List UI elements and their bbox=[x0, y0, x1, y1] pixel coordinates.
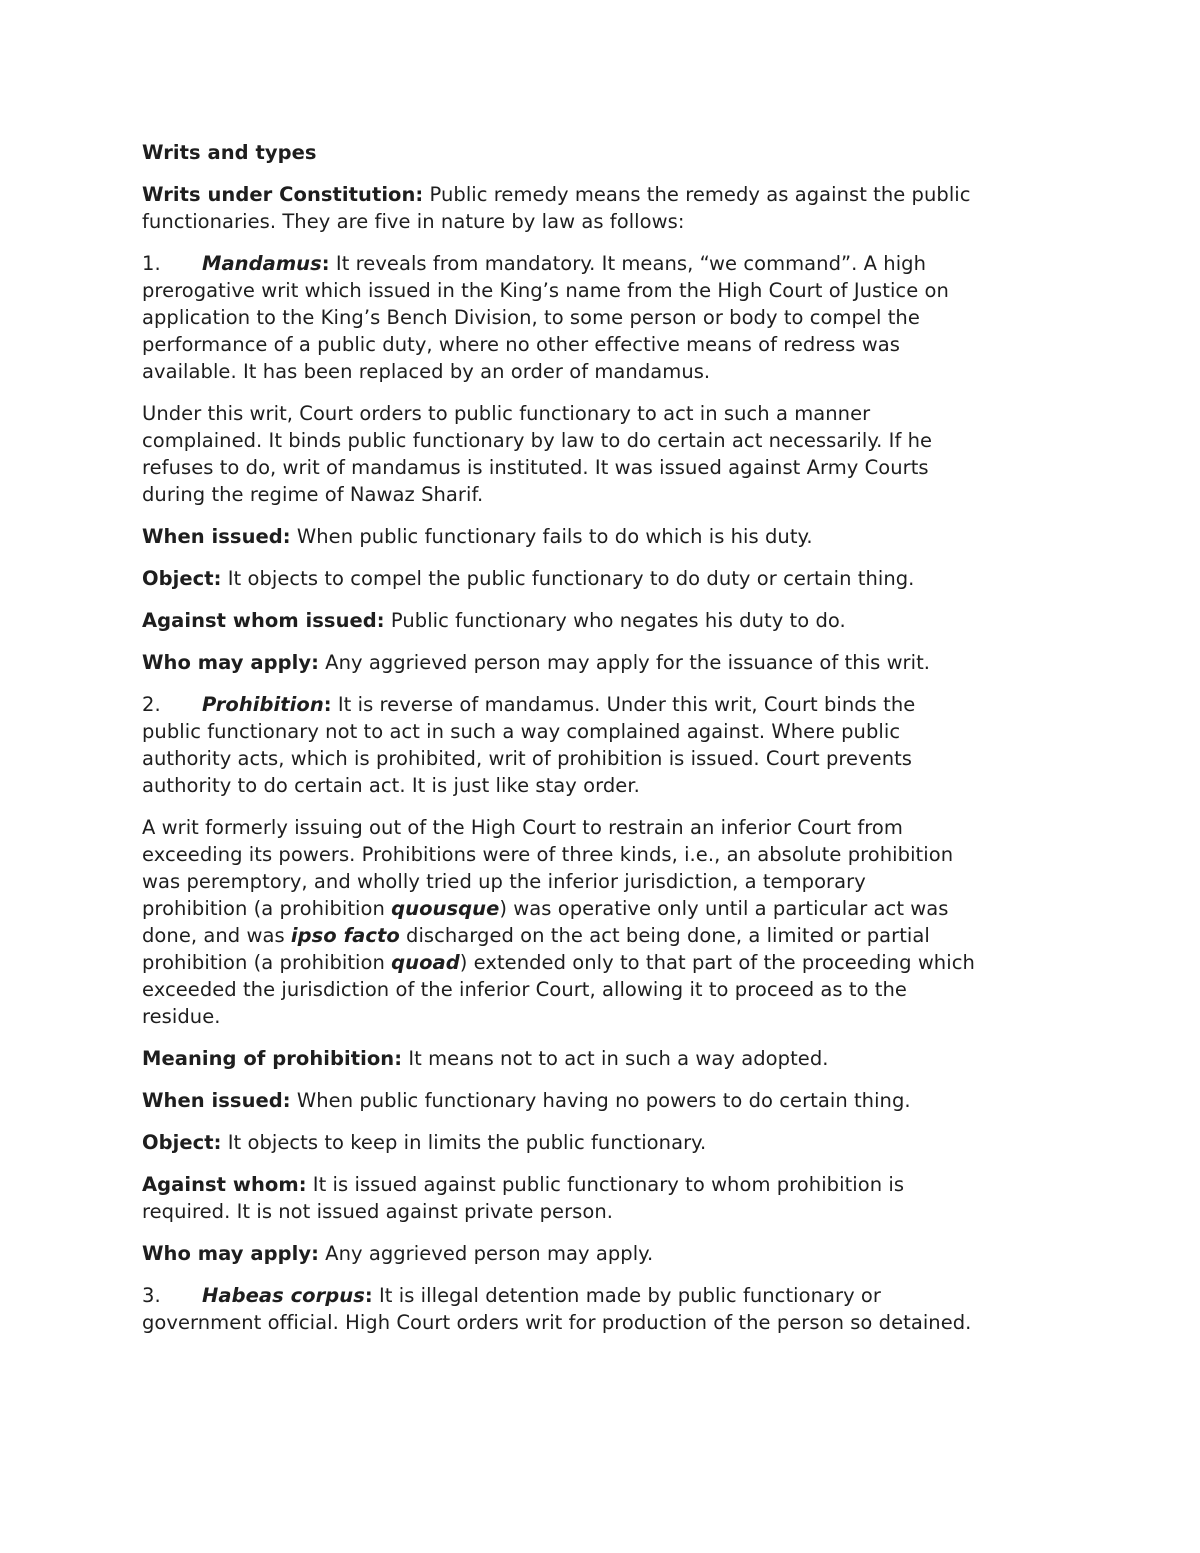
intro-text-line-1: Public remedy means the remedy as against the public bbox=[423, 183, 971, 206]
mandamus-line-2: prerogative writ which issued in the King’s name from the High Court of Justice on bbox=[142, 279, 949, 302]
mandamus-who-may-apply bbox=[142, 649, 1072, 676]
prohibition-p2-line-1: A writ formerly issuing out of the High Court to restrain an inferior Court from bbox=[142, 816, 903, 839]
habeas-line-1: It is illegal detention made by public functionary or bbox=[372, 1284, 881, 1307]
prohibition-paragraph bbox=[142, 691, 1072, 799]
list-number: 1. bbox=[142, 252, 161, 275]
mandamus-line-4: performance of a public duty, where no other effective means of redress was bbox=[142, 333, 900, 356]
prohibition-p2-line-5a: done, and was bbox=[142, 924, 291, 947]
field-text-line-1: It is issued against public functionary to whom prohibition is bbox=[306, 1173, 905, 1196]
prohibition-p2-line-8: residue. bbox=[142, 1005, 221, 1028]
prohibition-line-4: authority to do certain act. It is just like stay order. bbox=[142, 774, 640, 797]
prohibition-line-3: authority acts, which is prohibited, writ of prohibition is issued. Court prevents bbox=[142, 747, 913, 770]
document-title: Writs and types bbox=[142, 141, 317, 164]
mandamus-line-3: application to the King’s Bench Division, to some person or body to compel the bbox=[142, 306, 920, 329]
prohibition-p2-line-3: was peremptory, and wholly tried up the inferior jurisdiction, a temporary bbox=[142, 870, 866, 893]
latin-term-quousque: quousque bbox=[391, 897, 500, 920]
prohibition-when-issued bbox=[142, 1087, 1072, 1114]
habeas-line-2: government official. High Court orders writ for production of the person so detained. bbox=[142, 1311, 972, 1334]
prohibition-p2-line-4c: ) was operative only until a particular act was bbox=[499, 897, 949, 920]
latin-term-ipso-facto: ipso facto bbox=[290, 924, 400, 947]
field-text: When public functionary fails to do which is his duty. bbox=[290, 525, 813, 548]
prohibition-definition-paragraph bbox=[142, 814, 1072, 1030]
prohibition-line-1: It is reverse of mandamus. Under this writ, Court binds the bbox=[331, 693, 916, 716]
term-colon: : bbox=[364, 1284, 373, 1307]
field-text-line-2: required. It is not issued against private person. bbox=[142, 1200, 614, 1223]
latin-term-quoad: quoad bbox=[391, 951, 460, 974]
prohibition-term: Prohibition bbox=[202, 693, 324, 716]
mandamus-p2-line-4: during the regime of Nawaz Sharif. bbox=[142, 483, 484, 506]
field-label: Who may apply: bbox=[142, 1242, 319, 1265]
prohibition-who-may-apply bbox=[142, 1240, 1072, 1267]
mandamus-when-issued bbox=[142, 523, 1072, 550]
mandamus-line-1: It reveals from mandatory. It means, “we command”. A high bbox=[329, 252, 927, 275]
prohibition-meaning bbox=[142, 1045, 1072, 1072]
prohibition-p2-line-6a: prohibition (a prohibition bbox=[142, 951, 392, 974]
field-text: Public functionary who negates his duty to do. bbox=[384, 609, 846, 632]
prohibition-p2-line-6c: ) extended only to that part of the proceeding which bbox=[459, 951, 975, 974]
term-colon: : bbox=[323, 693, 332, 716]
mandamus-writ-paragraph bbox=[142, 400, 1072, 508]
field-text: Any aggrieved person may apply for the issuance of this writ. bbox=[318, 651, 931, 674]
mandamus-line-5: available. It has been replaced by an order of mandamus. bbox=[142, 360, 711, 383]
prohibition-p2-line-2: exceeding its powers. Prohibitions were of three kinds, i.e., an absolute prohibition bbox=[142, 843, 954, 866]
intro-text-line-2: functionaries. They are five in nature by law as follows: bbox=[142, 210, 685, 233]
mandamus-paragraph bbox=[142, 250, 1072, 385]
habeas-corpus-paragraph bbox=[142, 1282, 1072, 1336]
mandamus-p2-line-3: refuses to do, writ of mandamus is instituted. It was issued against Army Courts bbox=[142, 456, 929, 479]
prohibition-p2-line-5c: discharged on the act being done, a limited or partial bbox=[399, 924, 930, 947]
field-text: When public functionary having no powers to do certain thing. bbox=[290, 1089, 911, 1112]
field-label: Meaning of prohibition: bbox=[142, 1047, 403, 1070]
field-label: Against whom issued: bbox=[142, 609, 385, 632]
intro-paragraph bbox=[142, 181, 1072, 235]
prohibition-object bbox=[142, 1129, 1072, 1156]
field-text: It objects to keep in limits the public functionary. bbox=[221, 1131, 707, 1154]
prohibition-against-whom bbox=[142, 1171, 1072, 1225]
field-text: It means not to act in such a way adopted. bbox=[402, 1047, 829, 1070]
mandamus-p2-line-1: Under this writ, Court orders to public functionary to act in such a manner bbox=[142, 402, 871, 425]
field-label: When issued: bbox=[142, 525, 291, 548]
field-text: It objects to compel the public functionary to do duty or certain thing. bbox=[221, 567, 915, 590]
field-text: Any aggrieved person may apply. bbox=[318, 1242, 654, 1265]
field-label: When issued: bbox=[142, 1089, 291, 1112]
term-colon: : bbox=[321, 252, 330, 275]
intro-label: Writs under Constitution: bbox=[142, 183, 424, 206]
prohibition-line-2: public functionary not to act in such a way complained against. Where public bbox=[142, 720, 901, 743]
field-label: Object: bbox=[142, 1131, 222, 1154]
mandamus-against-whom bbox=[142, 607, 1072, 634]
field-label: Who may apply: bbox=[142, 651, 319, 674]
field-label: Object: bbox=[142, 567, 222, 590]
field-label: Against whom: bbox=[142, 1173, 307, 1196]
mandamus-term: Mandamus bbox=[202, 252, 322, 275]
document-body bbox=[142, 139, 1072, 1351]
list-number: 3. bbox=[142, 1284, 161, 1307]
habeas-corpus-term: Habeas corpus bbox=[202, 1284, 365, 1307]
list-number: 2. bbox=[142, 693, 161, 716]
mandamus-p2-line-2: complained. It binds public functionary by law to do certain act necessarily. If he bbox=[142, 429, 933, 452]
prohibition-p2-line-4a: prohibition (a prohibition bbox=[142, 897, 392, 920]
mandamus-object bbox=[142, 565, 1072, 592]
prohibition-p2-line-7: exceeded the jurisdiction of the inferior Court, allowing it to proceed as to the bbox=[142, 978, 907, 1001]
